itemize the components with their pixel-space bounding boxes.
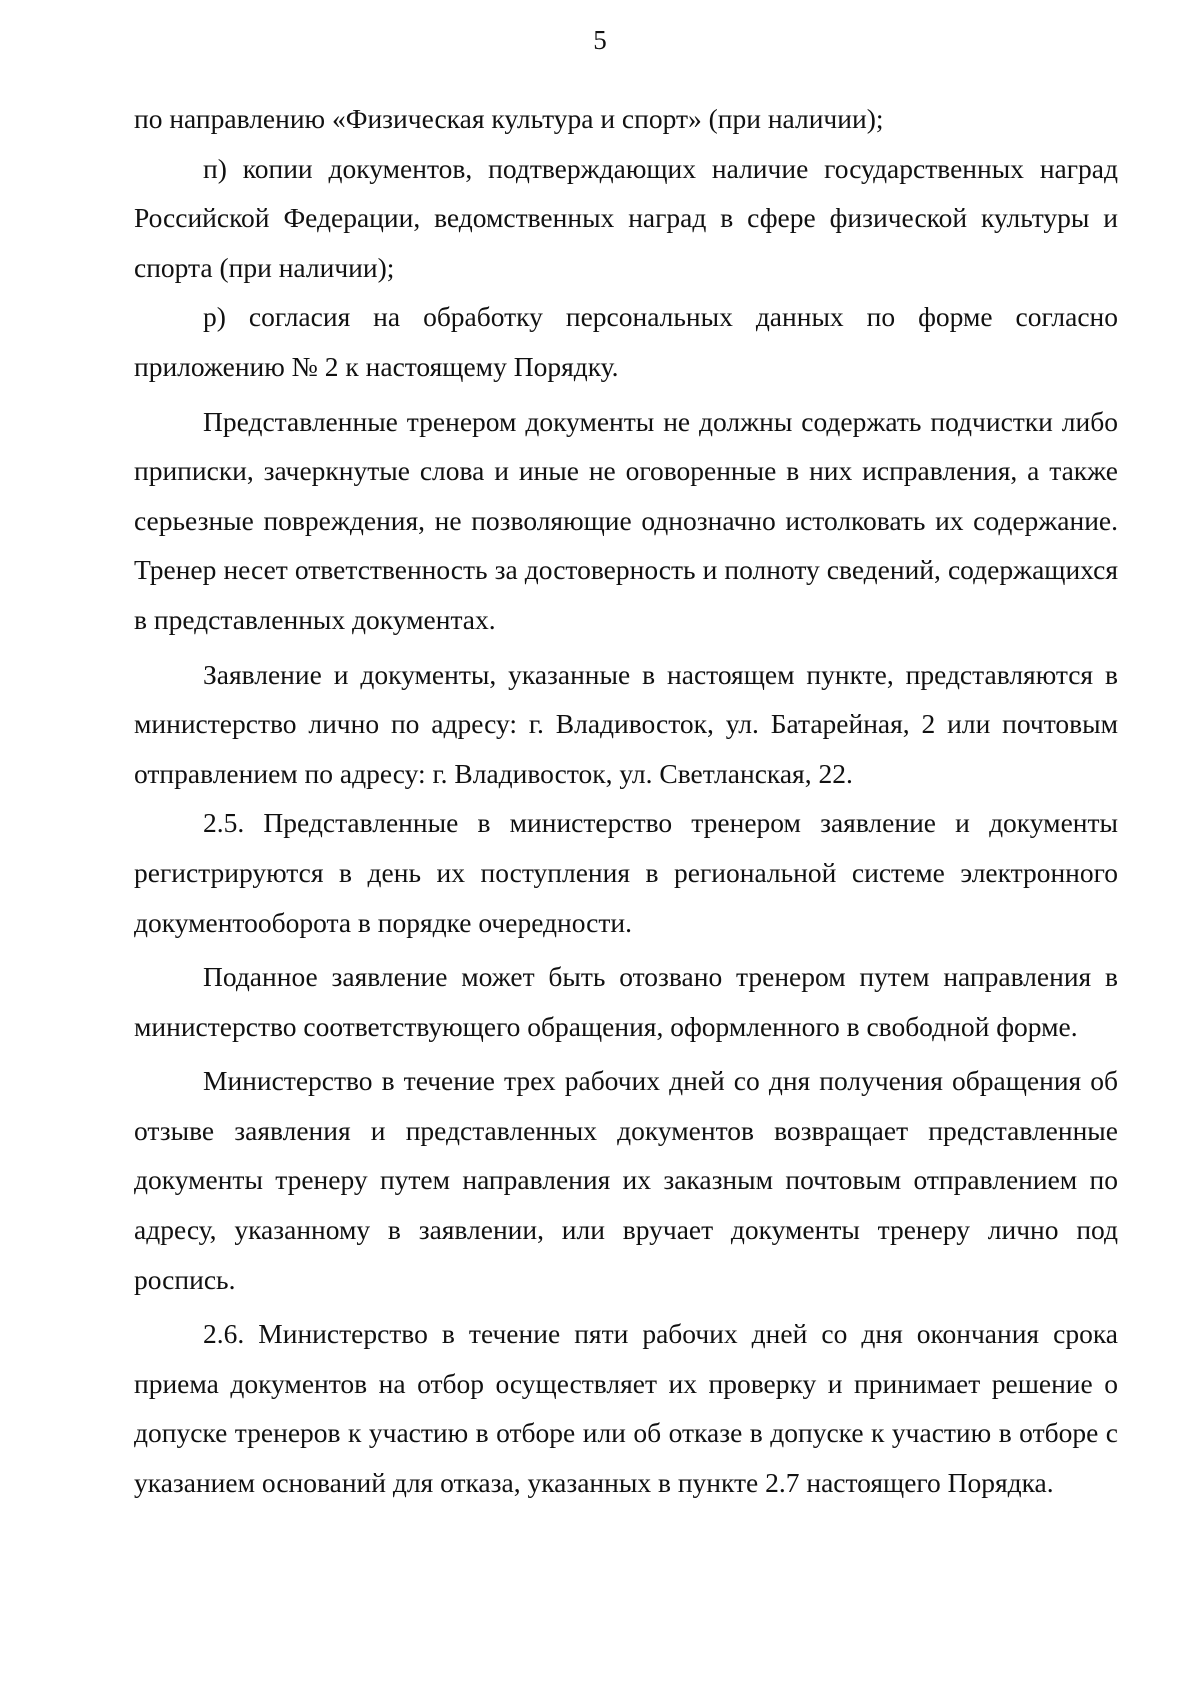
paragraph-continuation: по направлению «Физическая культура и спорт» (при наличии); [134, 103, 884, 134]
paragraph-submission-address: Заявление и документы, указанные в настоящем пункте, представляются в министерство лично по адресу: г. Владивосток, ул. Батарейная, 2 или почтовым отправлением по адресу: г. Владивосток, ул. Светланская, 22. [134, 658, 1118, 789]
paragraph-2-6: 2.6. Министерство в течение пяти рабочих дней со дня окончания срока приема документов на отбор осуществляет их проверку и принимает решение о допуске тренеров к участию в отборе или об отказе в допуске к участию в отборе с указанием оснований для отказа, указанных в пункте 2.7 настоящего Порядка. [134, 1318, 1118, 1499]
paragraph-item-r: р) согласия на обработку персональных данных по форме согласно приложению № 2 к настоящему Порядку. [134, 301, 1118, 382]
paragraph-2-5: 2.5. Представленные в министерство тренером заявление и документы регистрируются в день их поступления в региональной системе электронного документооборота в порядке очередности. [134, 807, 1118, 938]
paragraph-document-requirements: Представленные тренером документы не должны содержать подчистки либо приписки, зачеркнутые слова и иные не оговоренные в них исправления, а также серьезные повреждения, не позволяющие однозначно истолковать их содержание. Тренер несет ответственность за достоверность и полноту сведений, содержащихся в представленных документах. [134, 405, 1118, 635]
paragraph-item-p: п) копии документов, подтверждающих наличие государственных наград Российской Федерации, ведомственных наград в сфере физической культуры и спорта (при наличии); [134, 152, 1118, 283]
document-body [134, 94, 1118, 1508]
page-number: 5 [593, 25, 607, 55]
paragraph-return-documents: Министерство в течение трех рабочих дней со дня получения обращения об отзыве заявления и представленных документов возвращает представленные документы тренеру путем направления их заказным почтовым отправлением по адресу, указанному в заявлении, или вручает документы тренеру лично под роспись. [134, 1065, 1118, 1295]
paragraph-withdrawal: Поданное заявление может быть отозвано тренером путем направления в министерство соответствующего обращения, оформленного в свободной форме. [134, 961, 1118, 1042]
